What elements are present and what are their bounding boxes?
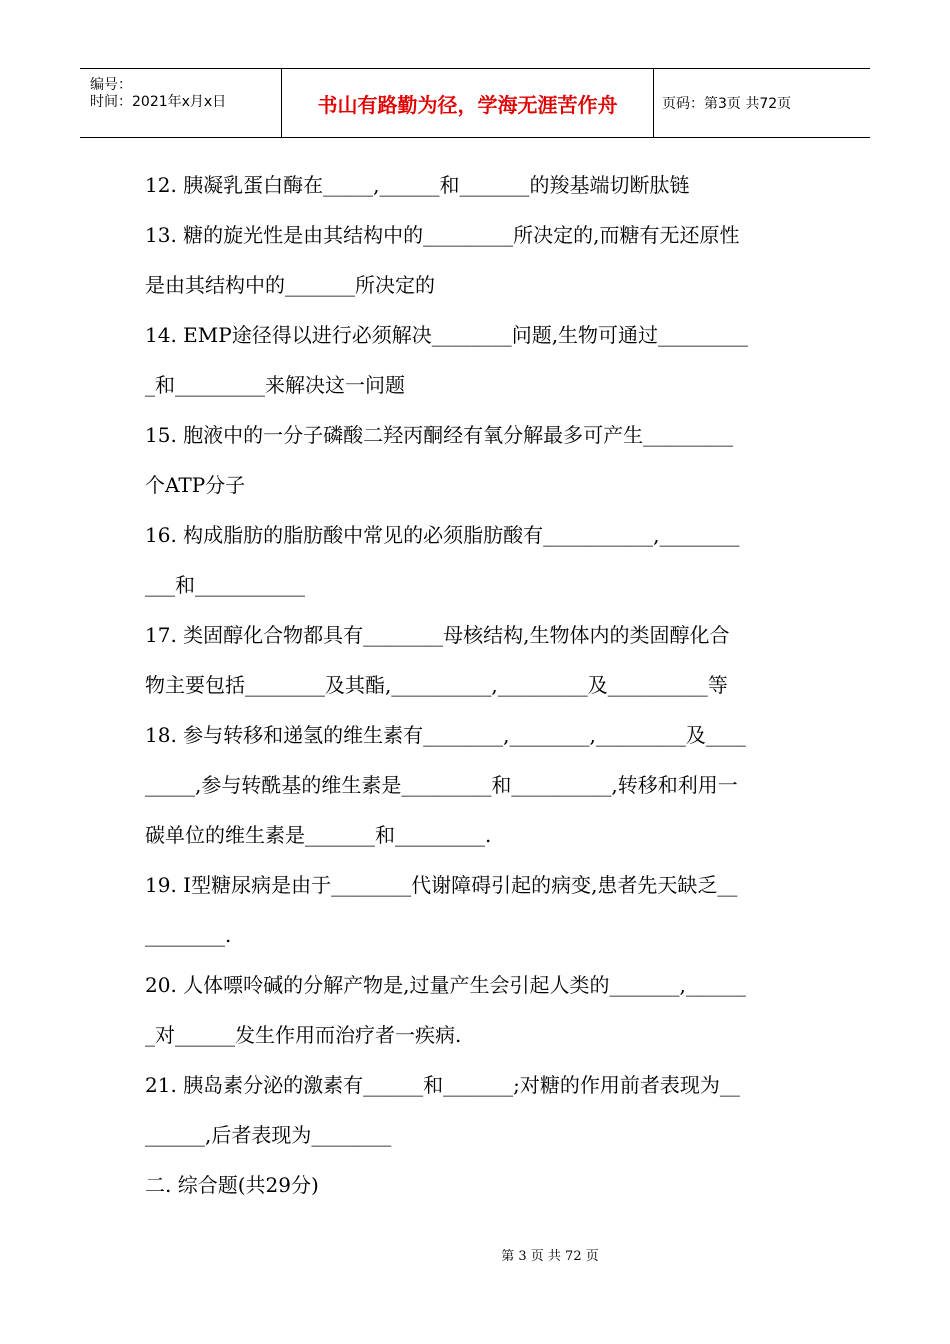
text-line: 21. 胰岛素分泌的激素有______和_______;对糖的作用前者表现为__ xyxy=(145,1073,740,1097)
text-line: 碳单位的维生素是_______和_________. xyxy=(145,823,492,847)
text-line: 14. EMP途径得以进行必须解决________问题,生物可通过_________ xyxy=(145,323,749,347)
text-line: 13. 糖的旋光性是由其结构中的_________所决定的,而糖有无还原性 xyxy=(145,223,740,247)
text-line: 20. 人体嘌呤碱的分解产物是,过量产生会引起人类的_______,______ xyxy=(145,973,746,997)
text-line: _和_________来解决这一问题 xyxy=(145,373,405,397)
text-line: 是由其结构中的_______所决定的 xyxy=(145,273,435,297)
text-line: 物主要包括________及其酯,__________,_________及__________等 xyxy=(145,673,728,697)
text-line: 16. 构成脂肪的脂肪酸中常见的必须脂肪酸有___________,________ xyxy=(145,523,740,547)
text-line: ________. xyxy=(145,923,232,947)
text-line: 15. 胞液中的一分子磷酸二羟丙酮经有氧分解最多可产生_________ xyxy=(145,423,734,447)
header-page-info: 页码：第3页 共72页 xyxy=(662,96,792,112)
text-line: ___和___________ xyxy=(145,573,305,597)
page-footer xyxy=(0,1245,950,1264)
text-line: 12. 胰凝乳蛋白酶在_____,______和_______的羧基端切断肽链 xyxy=(145,173,690,197)
text-line: 个ATP分子 xyxy=(145,473,246,497)
text-line: _对______发生作用而治疗者一疾病. xyxy=(145,1023,462,1047)
doc-date-label: 时间：2021年x月x日 xyxy=(90,94,227,110)
page-header xyxy=(80,68,870,138)
text-line: 19. I型糖尿病是由于________代谢障碍引起的病变,患者先天缺乏__ xyxy=(145,873,738,897)
header-motto: 书山有路勤为径，学海无涯苦作舟 xyxy=(282,69,654,137)
text-line: ______,后者表现为________ xyxy=(145,1123,392,1147)
text-line: 18. 参与转移和递氢的维生素有________,________,_________及____ xyxy=(145,723,746,747)
text-line: 17. 类固醇化合物都具有________母核结构,生物体内的类固醇化合 xyxy=(145,623,730,647)
section-heading: 二. 综合题(共29分) xyxy=(145,1173,319,1197)
doc-code-label: 编号： xyxy=(90,77,132,93)
header-meta-cell xyxy=(80,69,282,137)
text-line: _____,参与转酰基的维生素是_________和__________,转移和利用一 xyxy=(145,773,738,797)
footer-page-number: 第 3 页 共 72 页 xyxy=(501,1249,599,1264)
